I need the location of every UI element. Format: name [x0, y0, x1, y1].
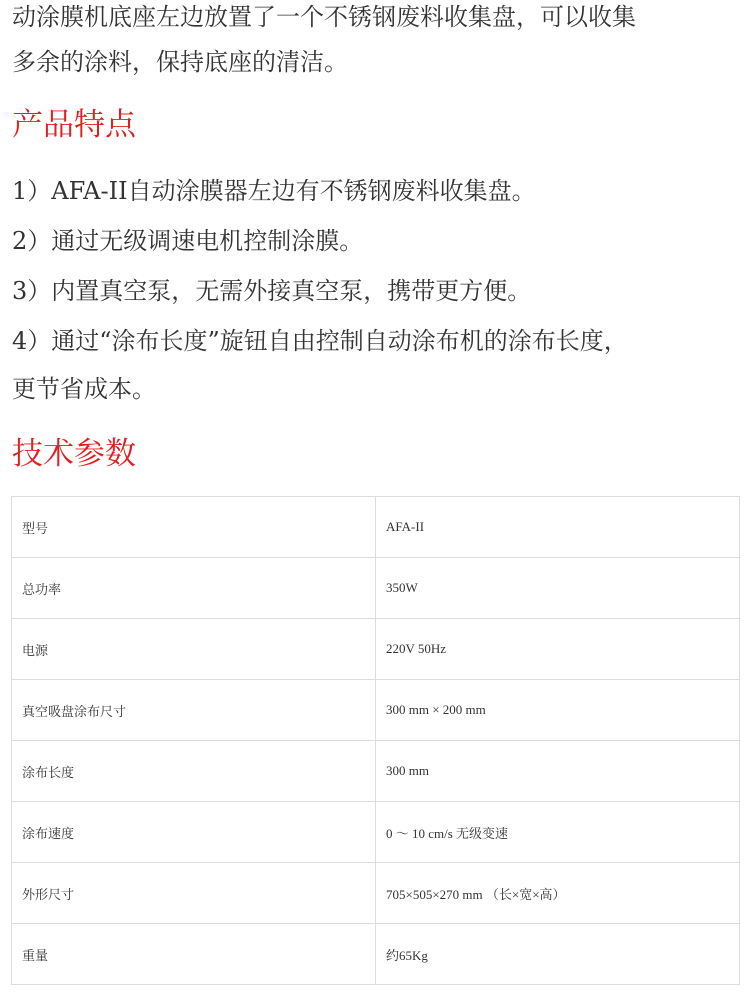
spec-label: 涂布长度 — [12, 741, 376, 802]
spec-value: 300 mm × 200 mm — [376, 680, 740, 741]
table-row — [12, 558, 740, 619]
spec-label: 真空吸盘涂布尺寸 — [12, 680, 376, 741]
spec-value: AFA-II — [376, 497, 740, 558]
spec-value: 约65Kg — [376, 924, 740, 985]
table-row — [12, 924, 740, 985]
spec-table — [11, 496, 740, 985]
feature-item-3: 3）内置真空泵，无需外接真空泵，携带更方便。 — [12, 277, 532, 305]
spec-label: 总功率 — [12, 558, 376, 619]
feature-item-4-continued: 更节省成本。 — [12, 375, 156, 403]
table-row — [12, 680, 740, 741]
intro-line-1: 动涂膜机底座左边放置了一个不锈钢废料收集盘，可以收集 — [12, 3, 636, 31]
table-row — [12, 863, 740, 924]
table-row — [12, 497, 740, 558]
feature-item-1: 1）AFA-II自动涂膜器左边有不锈钢废料收集盘。 — [12, 177, 536, 205]
specs-heading: 技术参数 — [12, 436, 136, 472]
table-row — [12, 741, 740, 802]
spec-value: 350W — [376, 558, 740, 619]
spec-label: 外形尺寸 — [12, 863, 376, 924]
spec-value: 705×505×270 mm （长×宽×高） — [376, 863, 740, 924]
spec-value: 0 ～ 10 cm/s 无级变速 — [376, 802, 740, 863]
features-heading: 产品特点 — [12, 107, 136, 143]
feature-item-2: 2）通过无级调速电机控制涂膜。 — [12, 227, 364, 255]
spec-label: 电源 — [12, 619, 376, 680]
spec-value: 220V 50Hz — [376, 619, 740, 680]
table-row — [12, 802, 740, 863]
spec-label: 重量 — [12, 924, 376, 985]
table-row — [12, 619, 740, 680]
spec-label: 型号 — [12, 497, 376, 558]
intro-line-2: 多余的涂料，保持底座的清洁。 — [12, 48, 348, 76]
spec-label: 涂布速度 — [12, 802, 376, 863]
feature-item-4: 4）通过“涂布长度”旋钮自由控制自动涂布机的涂布长度， — [12, 327, 628, 355]
spec-value: 300 mm — [376, 741, 740, 802]
